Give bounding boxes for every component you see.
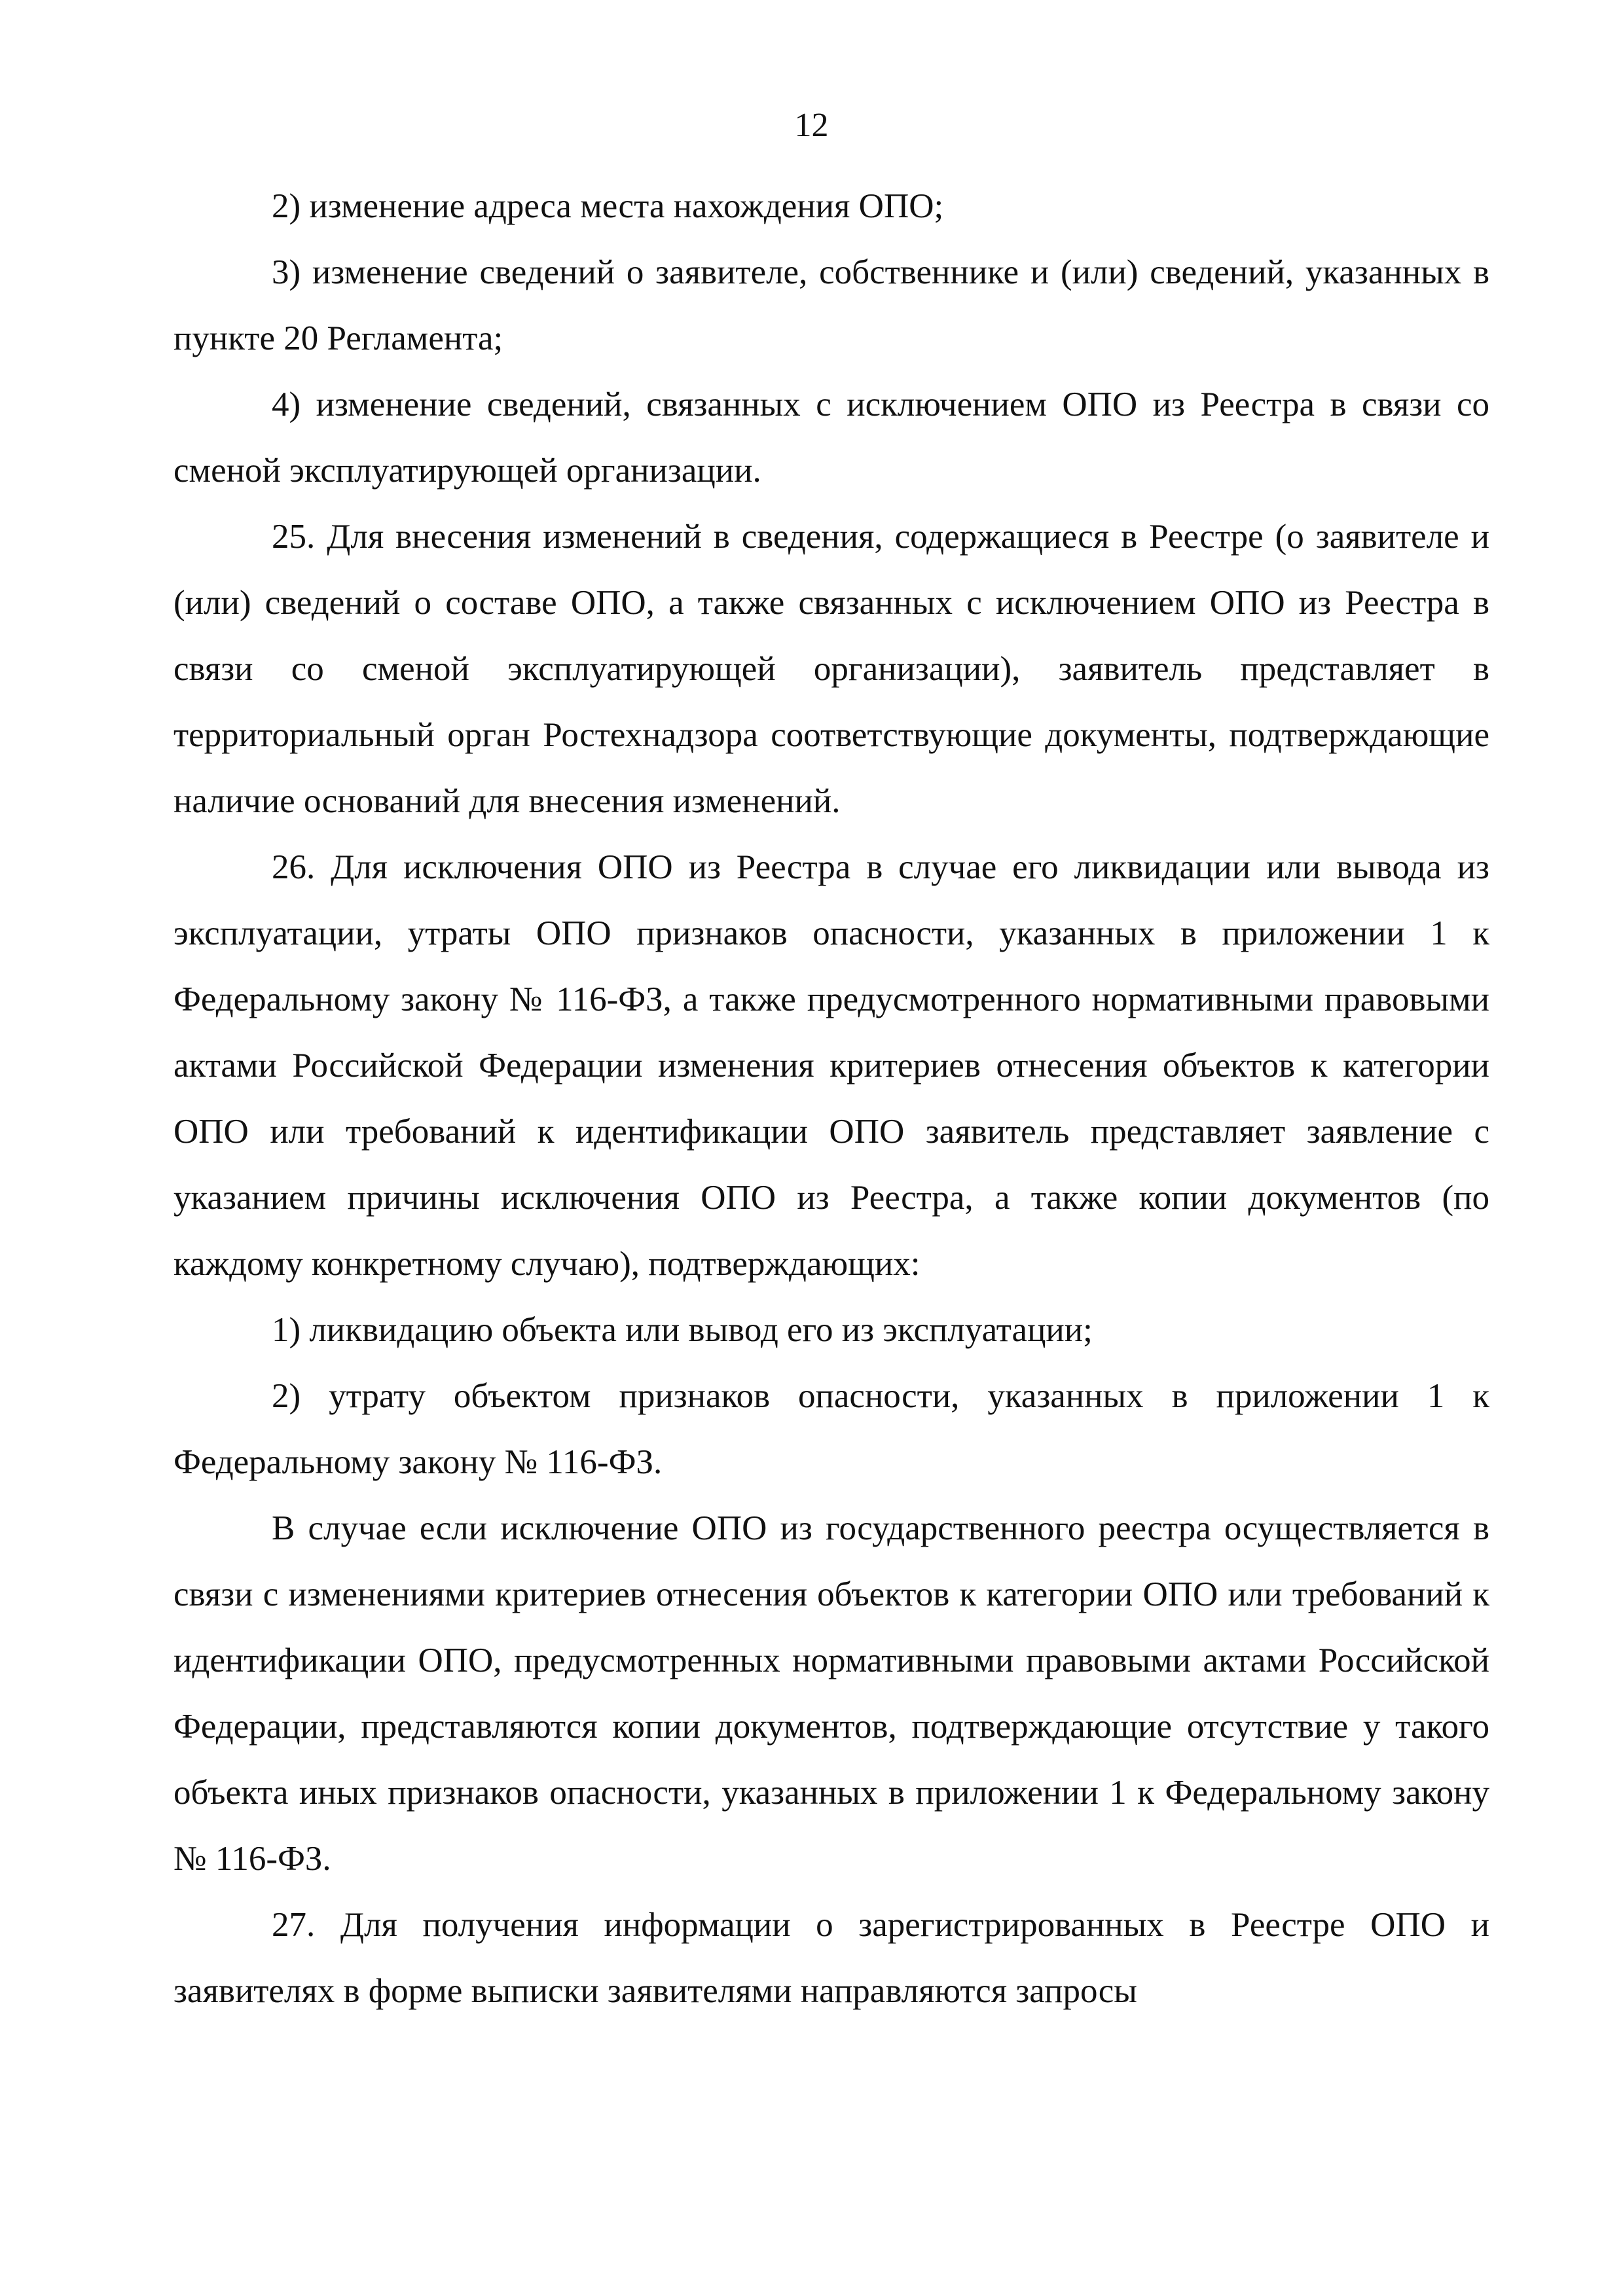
paragraph-section-25: 25. Для внесения изменений в сведения, содержащиеся в Реестре (о заявителе и (или) сведений о составе ОПО, а также связанных с исключением ОПО из Реестра в связи со сменой эксплуатирующей организации), заявитель представляет в территориальный орган Ростехнадзора соответствующие документы, подтверждающие наличие оснований для внесения изменений. — [173, 518, 1489, 820]
paragraph-section-27: 27. Для получения информации о зарегистрированных в Реестре ОПО и заявителях в форме выписки заявителями направляются запросы — [173, 1906, 1489, 2010]
paragraph-item-2: 2) изменение адреса места нахождения ОПО; — [272, 187, 944, 225]
paragraph-item-3: 3) изменение сведений о заявителе, собственнике и (или) сведений, указанных в пункте 20 Регламента; — [173, 253, 1489, 357]
paragraph-subitem-1: 1) ликвидацию объекта или вывод его из эксплуатации; — [272, 1311, 1093, 1349]
paragraph-section-26: 26. Для исключения ОПО из Реестра в случае его ликвидации или вывода из эксплуатации, утраты ОПО признаков опасности, указанных в приложении 1 к Федеральному закону № 116-ФЗ, а также предусмотренного нормативными правовыми актами Российской Федерации изменения критериев отнесения объектов к категории ОПО или требований к идентификации ОПО заявитель представляет заявление с указанием причины исключения ОПО из Реестра, а также копии документов (по каждому конкретному случаю), подтверждающих: — [173, 848, 1489, 1283]
page-number: 12 — [794, 107, 829, 144]
paragraph-registry-exclusion-case: В случае если исключение ОПО из государственного реестра осуществляется в связи с изменениями критериев отнесения объектов к категории ОПО или требований к идентификации ОПО, предусмотренных нормативными правовыми актами Российской Федерации, представляются копии документов, подтверждающие отсутствие у такого объекта иных признаков опасности, указанных в приложении 1 к Федеральному закону № 116-ФЗ. — [173, 1509, 1489, 1878]
paragraph-item-4: 4) изменение сведений, связанных с исключением ОПО из Реестра в связи со сменой эксплуатирующей организации. — [173, 386, 1489, 490]
document-body — [173, 173, 1489, 2024]
paragraph-subitem-2: 2) утрату объектом признаков опасности, указанных в приложении 1 к Федеральному закону № 116-ФЗ. — [173, 1377, 1489, 1481]
